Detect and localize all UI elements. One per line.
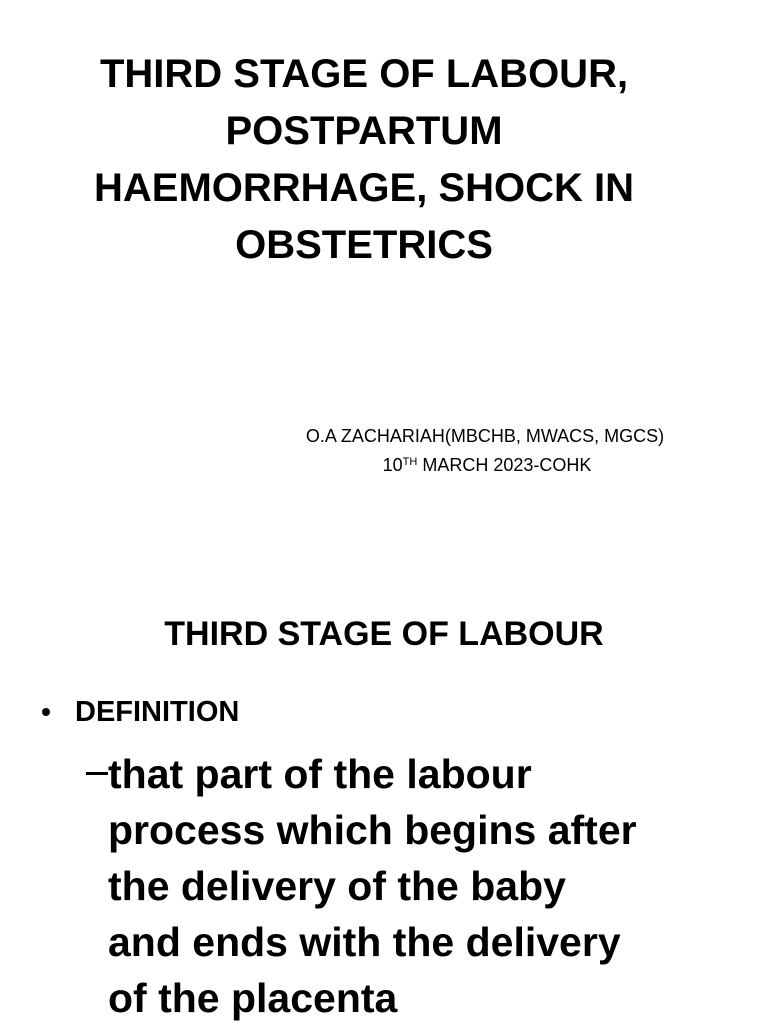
date-rest: MARCH 2023-COHK: [417, 455, 592, 475]
section-title: THIRD STAGE OF LABOUR: [164, 615, 604, 653]
presentation-date: [250, 451, 720, 480]
definition-text: [108, 746, 746, 1026]
definition-line: that part of the labour: [108, 751, 532, 797]
definition-line: of the placenta: [108, 975, 398, 1021]
bullet-dot-icon: [42, 708, 50, 716]
definition-text-block: [86, 746, 746, 1026]
definition-line: process which begins after: [108, 807, 637, 853]
presentation-title: [20, 46, 708, 274]
presenter-info: [250, 422, 720, 480]
title-line: OBSTETRICS: [235, 223, 493, 267]
date-day: 10: [382, 455, 403, 475]
dash-bullet-icon: [86, 772, 108, 775]
definition-line: and ends with the delivery: [108, 919, 621, 965]
title-line: THIRD STAGE OF LABOUR,: [99, 52, 629, 96]
date-ordinal: TH: [402, 456, 418, 468]
bullet-label: DEFINITION: [75, 696, 240, 728]
title-line: HAEMORRHAGE, SHOCK IN: [93, 166, 635, 210]
bullet-definition: [42, 690, 239, 734]
title-line: POSTPARTUM: [225, 109, 503, 153]
definition-line: the delivery of the baby: [108, 863, 566, 909]
author-credentials: O.A ZACHARIAH(MBCHB, MWACS, MGCS): [305, 426, 665, 446]
